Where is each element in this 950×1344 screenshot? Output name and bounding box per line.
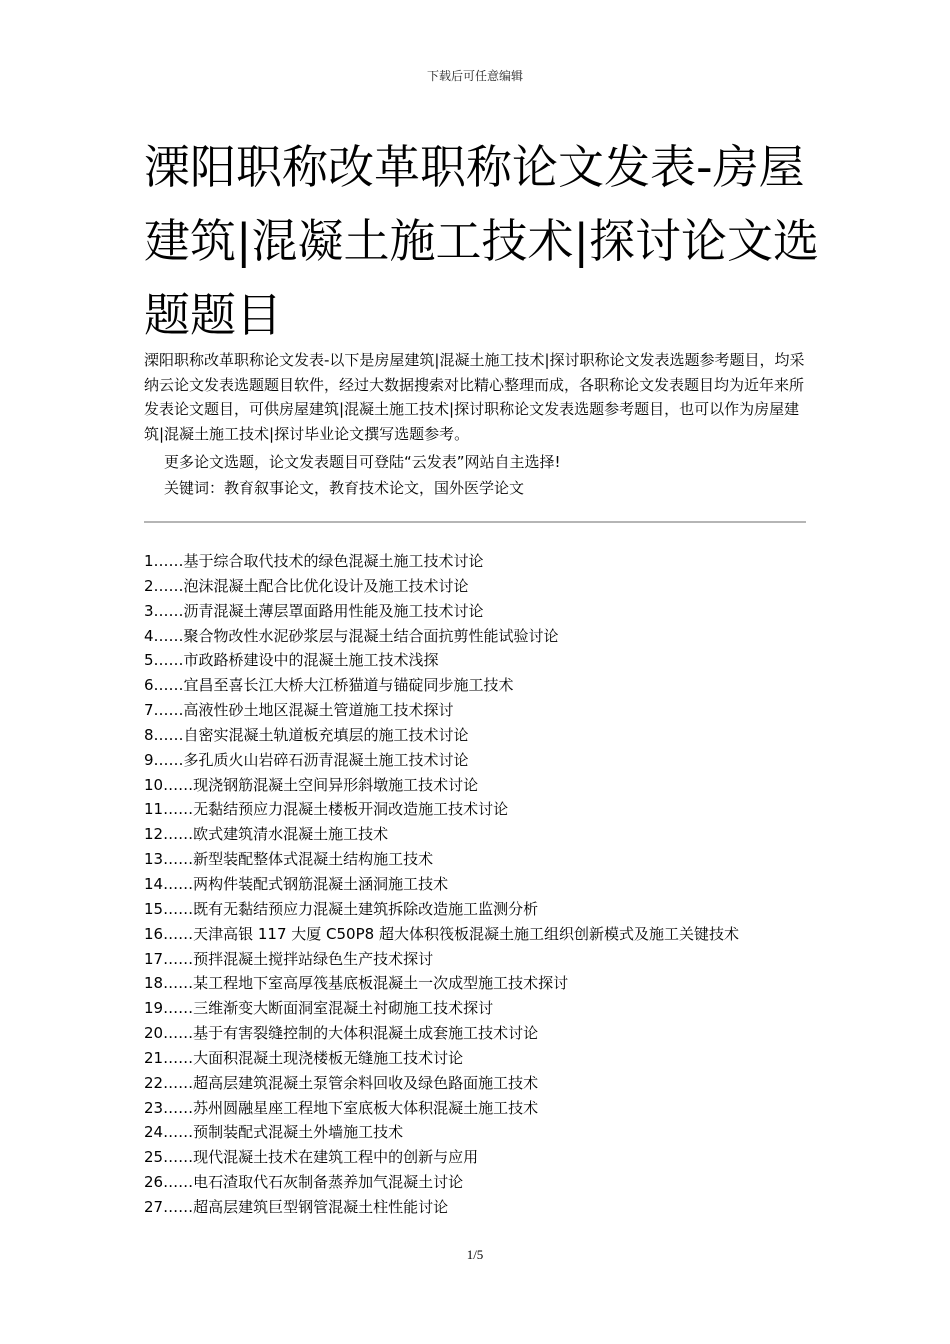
topic-item: 22……超高层建筑混凝土泵管余料回收及绿色路面施工技术: [144, 1073, 539, 1092]
topic-item: 11……无黏结预应力混凝土楼板开洞改造施工技术讨论: [144, 800, 509, 819]
topic-item: 3……沥青混凝土薄层罩面路用性能及施工技术讨论: [144, 601, 484, 620]
topic-item: 27……超高层建筑巨型钢管混凝土柱性能讨论: [144, 1197, 449, 1216]
topic-item: 15……既有无黏结预应力混凝土建筑拆除改造施工监测分析: [144, 899, 539, 918]
topic-item: 7……高液性砂土地区混凝土管道施工技术探讨: [144, 701, 454, 720]
topic-item: 2……泡沫混凝土配合比优化设计及施工技术讨论: [144, 576, 469, 595]
topic-item: 21……大面积混凝土现浇楼板无缝施工技术讨论: [144, 1048, 464, 1067]
topic-item: 8……自密实混凝土轨道板充填层的施工技术讨论: [144, 725, 469, 744]
topic-item: 17……预拌混凝土搅拌站绿色生产技术探讨: [144, 949, 434, 968]
topic-item: 5……市政路桥建设中的混凝土施工技术浅探: [144, 651, 439, 670]
more-topics-line: 更多论文选题，论文发表题目可登陆“云发表”网站自主选择!: [164, 453, 561, 471]
topic-item: 16……天津高银 117 大厦 C50P8 超大体积筏板混凝土施工组织创新模式及施工关键技术: [144, 924, 739, 943]
topic-item: 18……某工程地下室高厚筏基底板混凝土一次成型施工技术探讨: [144, 974, 569, 993]
page-number: 1/5: [466, 1247, 484, 1262]
topic-item: 19……三维渐变大断面洞室混凝土衬砌施工技术探讨: [144, 999, 494, 1018]
keywords-line: 关键词：教育叙事论文，教育技术论文，国外医学论文: [164, 479, 525, 497]
topic-list: [144, 549, 808, 1220]
topic-item: 24……预制装配式混凝土外墙施工技术: [144, 1123, 404, 1142]
topic-item: 1……基于综合取代技术的绿色混凝土施工技术讨论: [144, 552, 484, 570]
topic-item: 13……新型装配整体式混凝土结构施工技术: [144, 850, 434, 869]
topic-item: 20……基于有害裂缝控制的大体积混凝土成套施工技术讨论: [144, 1024, 539, 1043]
topic-item: 9……多孔质火山岩碎石沥青混凝土施工技术讨论: [144, 750, 469, 769]
page-header-note: 下载后可任意编辑: [426, 69, 523, 83]
topic-item: 4……聚合物改性水泥砂浆层与混凝土结合面抗剪性能试验讨论: [144, 626, 559, 645]
document-title: 溧阳职称改革职称论文发表-房屋建筑|混凝土施工技术|探讨论文选题题目: [144, 140, 819, 342]
topic-item: 6……宜昌至喜长江大桥大江桥猫道与锚碇同步施工技术: [144, 676, 514, 695]
topic-item: 26……电石渣取代石灰制备蒸养加气混凝土讨论: [144, 1173, 464, 1192]
topic-item: 10……现浇钢筋混凝土空间异形斜墩施工技术讨论: [144, 775, 479, 794]
section-divider: [144, 521, 806, 523]
topic-item: 14……两构件装配式钢筋混凝土涵洞施工技术: [144, 874, 449, 893]
topic-item: 25……现代混凝土技术在建筑工程中的创新与应用: [144, 1148, 479, 1167]
topic-item: 23……苏州圆融星座工程地下室底板大体积混凝土施工技术: [144, 1098, 539, 1117]
topic-item: 12……欧式建筑清水混凝土施工技术: [144, 825, 389, 844]
intro-paragraph: 溧阳职称改革职称论文发表-以下是房屋建筑|混凝土施工技术|探讨职称论文发表选题参考题目，均采纳云论文发表选题题目软件，经过大数据搜索对比精心整理而成，各职称论文发表题目均为近年来所发表论文题目，可供房屋建筑|混凝土施工技术|探讨职称论文发表选题参考题目，也可以作为房屋建筑|混凝土施工技术|探讨毕业论文撰写选题参考。: [144, 351, 805, 443]
